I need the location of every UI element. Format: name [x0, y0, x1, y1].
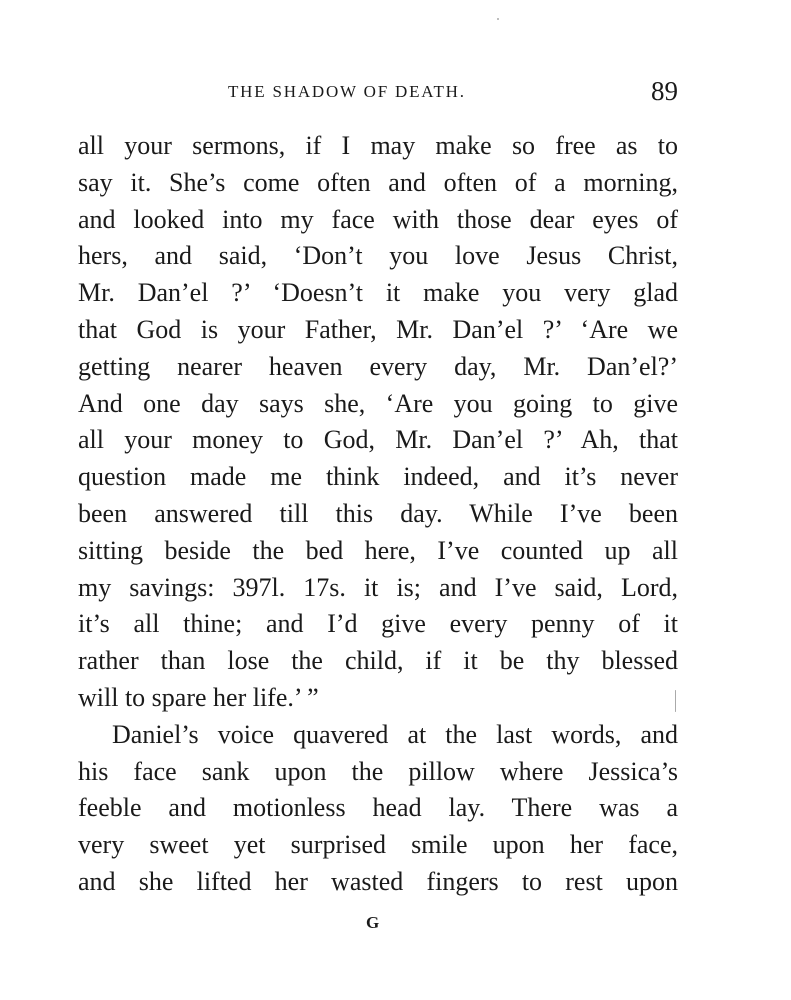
body-text	[78, 128, 678, 901]
text-line: all your sermons, if I may make so free as to	[78, 131, 678, 160]
text-line: and she lifted her wasted fingers to rest upon	[78, 866, 678, 896]
paper-speck	[675, 690, 676, 712]
text-line: sitting beside the bed here, I’ve counted up all	[78, 535, 678, 565]
text-line: very sweet yet surprised smile upon her face,	[78, 830, 678, 860]
text-line: it’s all thine; and I’d give every penny of it	[78, 609, 678, 639]
text-line: Daniel’s voice quavered at the last words, and	[112, 719, 678, 749]
text-line: and looked into my face with those dear eyes of	[78, 204, 678, 234]
text-line: that God is your Father, Mr. Dan’el ?’ ‘Are we	[78, 314, 678, 344]
text-line: been answered till this day. While I’ve been	[78, 498, 678, 528]
running-title: THE SHADOW OF DEATH.	[228, 82, 466, 101]
text-line: all your money to God, Mr. Dan’el ?’ Ah, that	[78, 425, 678, 455]
text-line: my savings: 397l. 17s. it is; and I’ve said, Lord,	[78, 572, 678, 602]
text-line: say it. She’s come often and often of a morning,	[78, 167, 678, 197]
text-line: feeble and motionless head lay. There was a	[78, 793, 678, 823]
running-head	[78, 76, 678, 108]
text-line: will to spare her life.’ ”	[78, 682, 319, 712]
text-line: getting nearer heaven every day, Mr. Dan’el?’	[78, 351, 678, 381]
text-line: And one day says she, ‘Are you going to give	[78, 388, 678, 418]
page-number: 89	[651, 76, 678, 106]
text-line: his face sank upon the pillow where Jessica’s	[78, 756, 678, 786]
text-line: question made me think indeed, and it’s never	[78, 462, 678, 492]
text-line: Mr. Dan’el ?’ ‘Doesn’t it make you very glad	[78, 278, 678, 308]
signature-mark: G	[366, 913, 380, 932]
text-line: rather than lose the child, if it be thy blessed	[78, 646, 678, 676]
paper-speck	[497, 18, 499, 20]
text-line: hers, and said, ‘Don’t you love Jesus Christ,	[78, 241, 678, 271]
